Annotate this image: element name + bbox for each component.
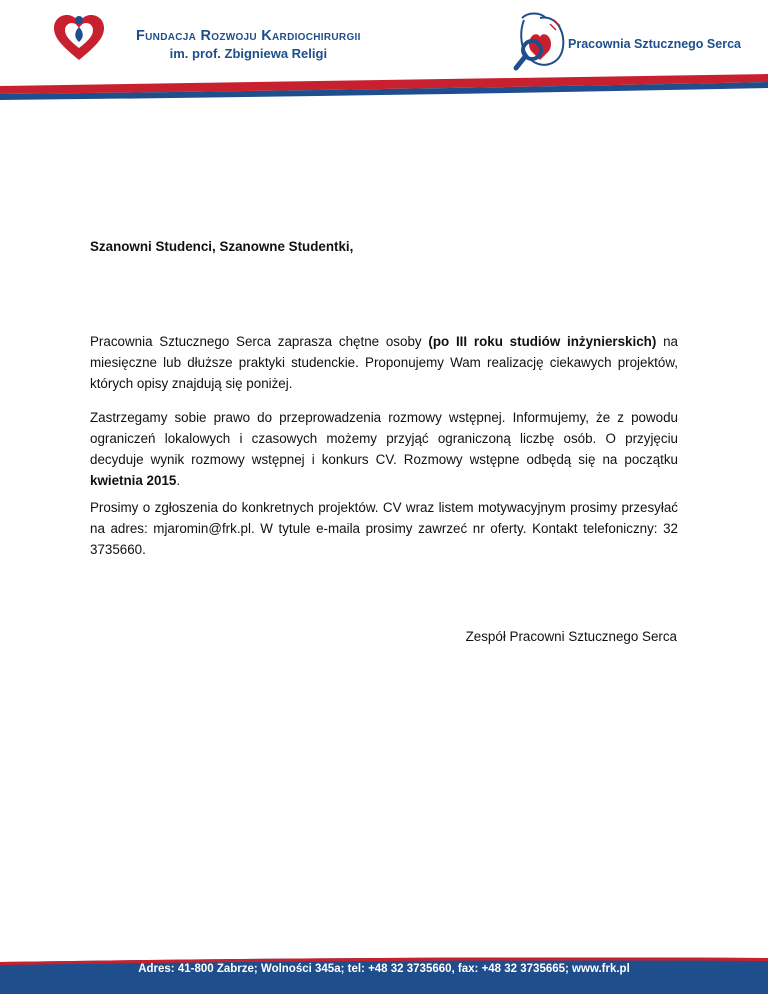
foundation-name: Fundacja Rozwoju Kardiochirurgii: [136, 28, 361, 44]
letter-greeting: Szanowni Studenci, Szanowne Studentki,: [90, 239, 354, 254]
foundation-subtitle: im. prof. Zbigniewa Religi: [169, 46, 328, 61]
letterhead: [0, 0, 768, 100]
letter-paragraph-1: Pracownia Sztucznego Serca zaprasza chętne osoby (po III roku studiów inżynierskich) na miesięczne lub dłuższe praktyki studenckie. Proponujemy Wam realizację ciekawych projektów, których opisy znajdują się poniżej.: [90, 334, 678, 391]
artificial-heart-lab-logo-icon: [510, 10, 574, 76]
letter-paragraph-3: Prosimy o zgłoszenia do konkretnych projektów. CV wraz listem motywacyjnym prosimy przesyłać na adres: mjaromin@frk.pl. W tytule e-maila prosimy zawrzeć nr oferty. Kontakt telefoniczny: 32 3735660.: [90, 500, 678, 557]
letter-paragraph-2: Zastrzegamy sobie prawo do przeprowadzenia rozmowy wstępnej. Informujemy, że z powodu ograniczeń lokalowych i czasowych możemy przyjąć ograniczoną liczbę osób. O przyjęciu decyduje wynik rozmowy wstępnej i konkurs CV. Rozmowy wstępne odbędą się na początku kwietnia 2015.: [90, 410, 678, 488]
foundation-heart-logo-icon: [52, 14, 106, 64]
header-stripe: [0, 74, 768, 100]
footer-address: Adres: 41-800 Zabrze; Wolności 345a; tel: +48 32 3735660, fax: +48 32 3735665; www.frk.pl: [138, 963, 630, 975]
footer-bar: [0, 956, 768, 994]
letter-signature: Zespół Pracowni Sztucznego Serca: [465, 629, 677, 644]
lab-name: Pracownia Sztucznego Serca: [568, 37, 741, 51]
